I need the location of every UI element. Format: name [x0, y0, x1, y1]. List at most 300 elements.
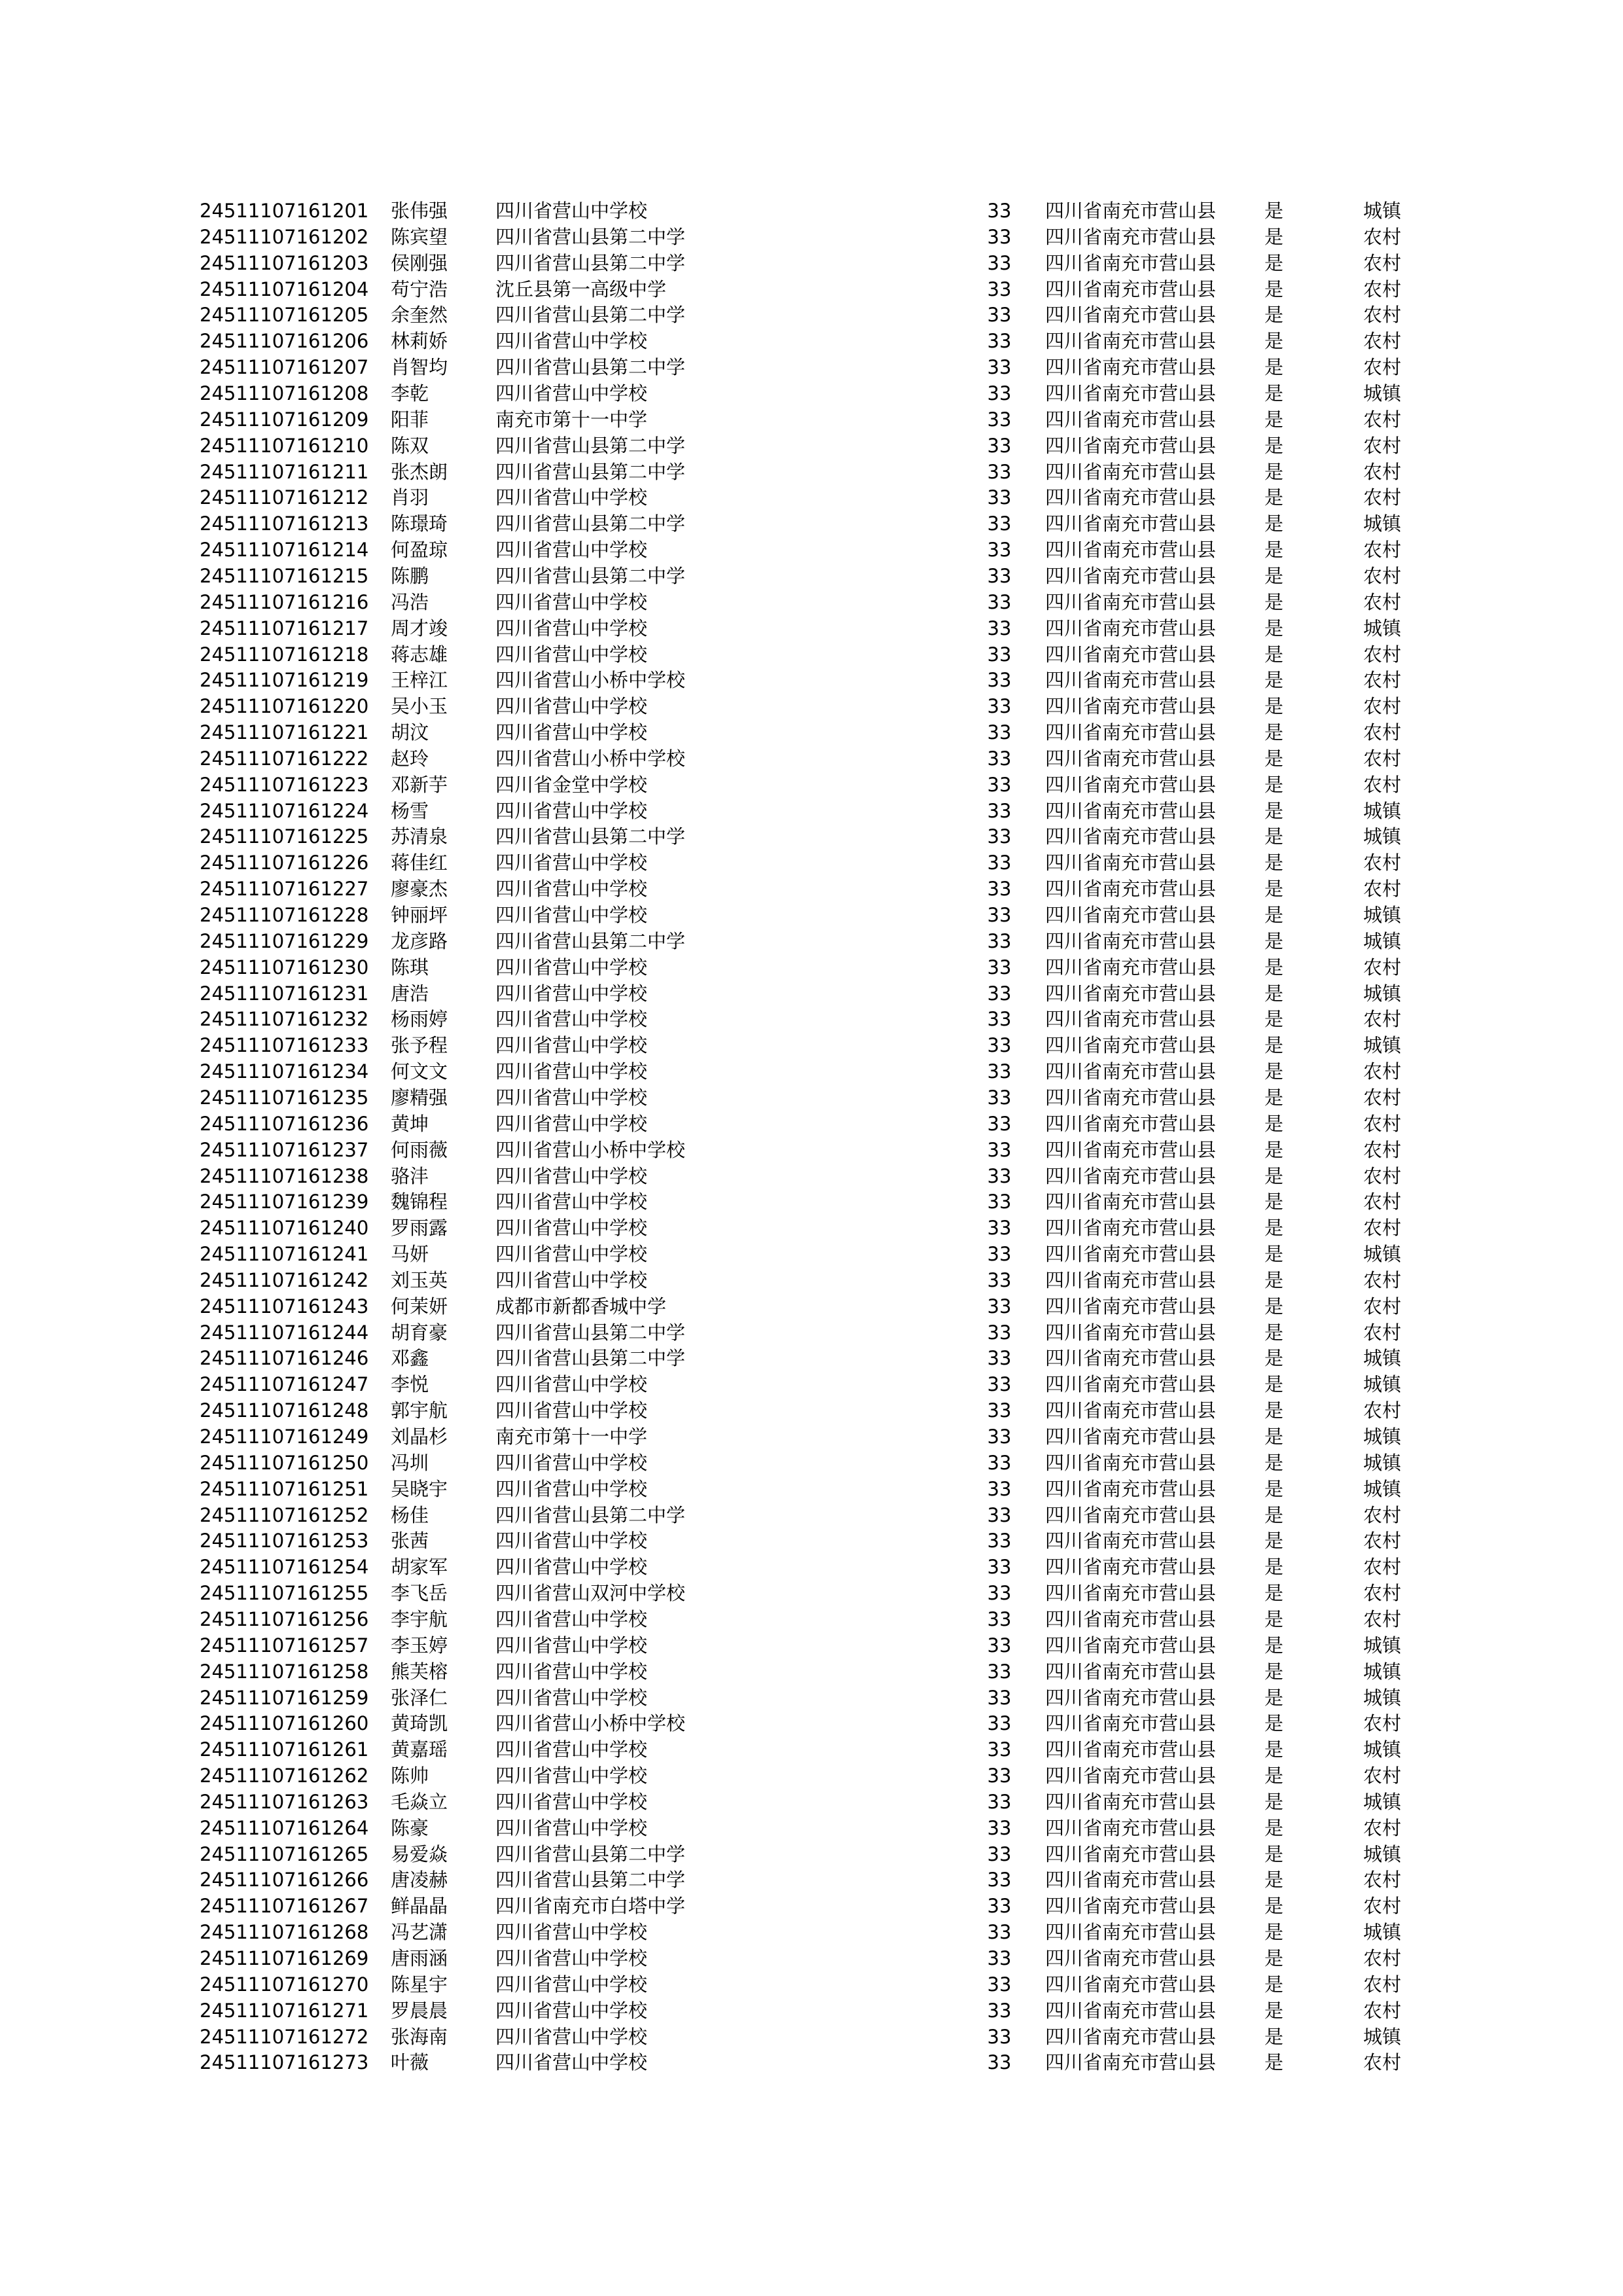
score-value: 33 — [987, 904, 1012, 926]
eligibility-flag: 是 — [1264, 1347, 1284, 1370]
score-value: 33 — [987, 2025, 1012, 2048]
eligibility-flag: 是 — [1264, 278, 1284, 300]
school-name: 四川省营山中学校 — [495, 1738, 648, 1761]
residence-place: 四川省南充市营山县 — [1045, 825, 1217, 848]
household-type: 农村 — [1363, 434, 1402, 457]
score-value: 33 — [987, 1556, 1012, 1579]
school-name: 四川省营山小桥中学校 — [495, 747, 686, 770]
eligibility-flag: 是 — [1264, 1842, 1284, 1865]
school-name: 四川省营山中学校 — [495, 1686, 648, 1709]
eligibility-flag: 是 — [1264, 1738, 1284, 1761]
student-name: 李乾 — [391, 382, 429, 404]
score-value: 33 — [987, 200, 1012, 222]
eligibility-flag: 是 — [1264, 904, 1284, 926]
school-name: 四川省营山县第二中学 — [495, 434, 686, 457]
residence-place: 四川省南充市营山县 — [1045, 1790, 1217, 1813]
score-value: 33 — [987, 1399, 1012, 1422]
table-row — [0, 1867, 1623, 1893]
household-type: 农村 — [1363, 721, 1402, 744]
score-value: 33 — [987, 1738, 1012, 1761]
score-value: 33 — [987, 1947, 1012, 1969]
residence-place: 四川省南充市营山县 — [1045, 1112, 1217, 1135]
school-name: 四川省营山中学校 — [495, 1999, 648, 2022]
eligibility-flag: 是 — [1264, 1399, 1284, 1422]
residence-place: 四川省南充市营山县 — [1045, 1556, 1217, 1579]
student-name: 罗雨露 — [391, 1217, 448, 1240]
table-row — [0, 563, 1623, 589]
student-id: 24511107161219 — [200, 669, 369, 692]
residence-place: 四川省南充市营山县 — [1045, 2025, 1217, 2048]
student-id: 24511107161251 — [200, 1477, 369, 1500]
score-value: 33 — [987, 799, 1012, 822]
table-row — [0, 1998, 1623, 2024]
school-name: 四川省营山中学校 — [495, 852, 648, 874]
score-value: 33 — [987, 1582, 1012, 1605]
student-id: 24511107161255 — [200, 1582, 369, 1605]
student-id: 24511107161250 — [200, 1451, 369, 1474]
score-value: 33 — [987, 852, 1012, 874]
household-type: 城镇 — [1363, 1686, 1402, 1709]
table-row — [0, 1163, 1623, 1189]
residence-place: 四川省南充市营山县 — [1045, 721, 1217, 744]
school-name: 四川省金堂中学校 — [495, 773, 648, 796]
table-row — [0, 1710, 1623, 1736]
score-value: 33 — [987, 1842, 1012, 1865]
eligibility-flag: 是 — [1264, 408, 1284, 431]
residence-place: 四川省南充市营山县 — [1045, 1947, 1217, 1969]
eligibility-flag: 是 — [1264, 1686, 1284, 1709]
table-row — [0, 589, 1623, 615]
score-value: 33 — [987, 512, 1012, 535]
student-id: 24511107161224 — [200, 799, 369, 822]
school-name: 四川省营山双河中学校 — [495, 1582, 686, 1605]
eligibility-flag: 是 — [1264, 1634, 1284, 1657]
score-value: 33 — [987, 721, 1012, 744]
household-type: 农村 — [1363, 695, 1402, 718]
score-value: 33 — [987, 643, 1012, 666]
residence-place: 四川省南充市营山县 — [1045, 1921, 1217, 1944]
residence-place: 四川省南充市营山县 — [1045, 225, 1217, 248]
student-name: 苟宁浩 — [391, 278, 448, 300]
eligibility-flag: 是 — [1264, 1425, 1284, 1448]
student-name: 何文文 — [391, 1060, 448, 1083]
school-name: 四川省营山县第二中学 — [495, 1842, 686, 1865]
score-value: 33 — [987, 1425, 1012, 1448]
household-type: 农村 — [1363, 460, 1402, 483]
school-name: 四川省营山中学校 — [495, 1112, 648, 1135]
student-id: 24511107161206 — [200, 330, 369, 353]
eligibility-flag: 是 — [1264, 1321, 1284, 1344]
score-value: 33 — [987, 1243, 1012, 1265]
eligibility-flag: 是 — [1264, 1582, 1284, 1605]
student-name: 李飞岳 — [391, 1582, 448, 1605]
residence-place: 四川省南充市营山县 — [1045, 1765, 1217, 1787]
eligibility-flag: 是 — [1264, 1921, 1284, 1944]
school-name: 四川省营山县第二中学 — [495, 251, 686, 274]
household-type: 农村 — [1363, 1086, 1402, 1109]
student-name: 陈星宇 — [391, 1973, 448, 1996]
school-name: 四川省营山中学校 — [495, 539, 648, 562]
table-row — [0, 1215, 1623, 1241]
eligibility-flag: 是 — [1264, 382, 1284, 404]
eligibility-flag: 是 — [1264, 669, 1284, 692]
score-value: 33 — [987, 1034, 1012, 1057]
school-name: 四川省营山中学校 — [495, 1008, 648, 1031]
score-value: 33 — [987, 1373, 1012, 1396]
table-row — [0, 1293, 1623, 1319]
table-row — [0, 406, 1623, 433]
eligibility-flag: 是 — [1264, 1503, 1284, 1526]
table-row — [0, 1319, 1623, 1346]
eligibility-flag: 是 — [1264, 1477, 1284, 1500]
table-row — [0, 276, 1623, 302]
score-value: 33 — [987, 825, 1012, 848]
table-row — [0, 250, 1623, 276]
school-name: 四川省营山县第二中学 — [495, 356, 686, 379]
student-name: 邓鑫 — [391, 1347, 429, 1370]
table-row — [0, 980, 1623, 1007]
student-id: 24511107161267 — [200, 1895, 369, 1918]
student-id: 24511107161215 — [200, 564, 369, 587]
score-value: 33 — [987, 1607, 1012, 1630]
score-value: 33 — [987, 1530, 1012, 1552]
household-type: 农村 — [1363, 304, 1402, 327]
residence-place: 四川省南充市营山县 — [1045, 539, 1217, 562]
residence-place: 四川省南充市营山县 — [1045, 1582, 1217, 1605]
student-name: 陈璟琦 — [391, 512, 448, 535]
eligibility-flag: 是 — [1264, 878, 1284, 901]
student-name: 蒋佳红 — [391, 852, 448, 874]
residence-place: 四川省南充市营山县 — [1045, 773, 1217, 796]
table-row — [0, 1736, 1623, 1763]
school-name: 四川省营山中学校 — [495, 1086, 648, 1109]
student-id: 24511107161260 — [200, 1712, 369, 1735]
residence-place: 四川省南充市营山县 — [1045, 304, 1217, 327]
household-type: 农村 — [1363, 1217, 1402, 1240]
student-id: 24511107161246 — [200, 1347, 369, 1370]
student-name: 唐雨涵 — [391, 1947, 448, 1969]
student-name: 骆沣 — [391, 1164, 429, 1187]
residence-place: 四川省南充市营山县 — [1045, 1712, 1217, 1735]
student-name: 陈琪 — [391, 956, 429, 978]
table-row — [0, 198, 1623, 224]
household-type: 城镇 — [1363, 1477, 1402, 1500]
residence-place: 四川省南充市营山县 — [1045, 1530, 1217, 1552]
residence-place: 四川省南充市营山县 — [1045, 643, 1217, 666]
household-type: 农村 — [1363, 1895, 1402, 1918]
score-value: 33 — [987, 695, 1012, 718]
eligibility-flag: 是 — [1264, 1164, 1284, 1187]
residence-place: 四川省南充市营山县 — [1045, 408, 1217, 431]
score-value: 33 — [987, 590, 1012, 613]
student-name: 冯浩 — [391, 590, 429, 613]
eligibility-flag: 是 — [1264, 1556, 1284, 1579]
table-row — [0, 1685, 1623, 1711]
school-name: 四川省营山中学校 — [495, 486, 648, 509]
household-type: 农村 — [1363, 1295, 1402, 1318]
student-id: 24511107161220 — [200, 695, 369, 718]
table-row — [0, 1632, 1623, 1659]
student-id: 24511107161268 — [200, 1921, 369, 1944]
household-type: 农村 — [1363, 1556, 1402, 1579]
household-type: 农村 — [1363, 1399, 1402, 1422]
table-row — [0, 1502, 1623, 1528]
school-name: 四川省营山中学校 — [495, 1947, 648, 1969]
household-type: 城镇 — [1363, 382, 1402, 404]
school-name: 南充市第十一中学 — [495, 408, 648, 431]
table-row — [0, 1111, 1623, 1137]
eligibility-flag: 是 — [1264, 721, 1284, 744]
student-name: 刘晶杉 — [391, 1425, 448, 1448]
school-name: 四川省营山中学校 — [495, 956, 648, 978]
school-name: 四川省营山中学校 — [495, 1164, 648, 1187]
table-row — [0, 224, 1623, 250]
residence-place: 四川省南充市营山县 — [1045, 1321, 1217, 1344]
school-name: 四川省营山中学校 — [495, 590, 648, 613]
residence-place: 四川省南充市营山县 — [1045, 747, 1217, 770]
household-type: 农村 — [1363, 1008, 1402, 1031]
eligibility-flag: 是 — [1264, 1973, 1284, 1996]
student-name: 吴晓宇 — [391, 1477, 448, 1500]
student-name: 张杰朗 — [391, 460, 448, 483]
eligibility-flag: 是 — [1264, 1765, 1284, 1787]
school-name: 四川省营山中学校 — [495, 1790, 648, 1813]
student-name: 鲜晶晶 — [391, 1895, 448, 1918]
student-id: 24511107161247 — [200, 1373, 369, 1396]
student-name: 胡家军 — [391, 1556, 448, 1579]
student-name: 李宇航 — [391, 1607, 448, 1630]
student-id: 24511107161203 — [200, 251, 369, 274]
student-name: 钟丽坪 — [391, 904, 448, 926]
score-value: 33 — [987, 408, 1012, 431]
residence-place: 四川省南充市营山县 — [1045, 1607, 1217, 1630]
table-row — [0, 1606, 1623, 1632]
student-name: 冯圳 — [391, 1451, 429, 1474]
student-id: 24511107161210 — [200, 434, 369, 457]
score-value: 33 — [987, 982, 1012, 1005]
score-value: 33 — [987, 1686, 1012, 1709]
residence-place: 四川省南充市营山县 — [1045, 1816, 1217, 1839]
student-id: 24511107161226 — [200, 852, 369, 874]
household-type: 城镇 — [1363, 1451, 1402, 1474]
score-value: 33 — [987, 669, 1012, 692]
residence-place: 四川省南充市营山县 — [1045, 1295, 1217, 1318]
eligibility-flag: 是 — [1264, 330, 1284, 353]
household-type: 农村 — [1363, 539, 1402, 562]
eligibility-flag: 是 — [1264, 1138, 1284, 1161]
table-row — [0, 1554, 1623, 1580]
residence-place: 四川省南充市营山县 — [1045, 1243, 1217, 1265]
household-type: 城镇 — [1363, 1921, 1402, 1944]
school-name: 四川省营山县第二中学 — [495, 460, 686, 483]
student-id: 24511107161253 — [200, 1530, 369, 1552]
score-value: 33 — [987, 1816, 1012, 1839]
student-id: 24511107161204 — [200, 278, 369, 300]
eligibility-flag: 是 — [1264, 1869, 1284, 1892]
table-row — [0, 2049, 1623, 2075]
residence-place: 四川省南充市营山县 — [1045, 590, 1217, 613]
student-id: 24511107161230 — [200, 956, 369, 978]
school-name: 四川省营山中学校 — [495, 721, 648, 744]
score-value: 33 — [987, 1477, 1012, 1500]
table-row — [0, 798, 1623, 824]
household-type: 农村 — [1363, 1607, 1402, 1630]
eligibility-flag: 是 — [1264, 1060, 1284, 1083]
student-id: 24511107161248 — [200, 1399, 369, 1422]
table-row — [0, 511, 1623, 537]
residence-place: 四川省南充市营山县 — [1045, 1451, 1217, 1474]
school-name: 四川省营山中学校 — [495, 2051, 648, 2074]
eligibility-flag: 是 — [1264, 539, 1284, 562]
household-type: 城镇 — [1363, 1243, 1402, 1265]
student-id: 24511107161239 — [200, 1191, 369, 1213]
household-type: 城镇 — [1363, 1634, 1402, 1657]
student-name: 唐浩 — [391, 982, 429, 1005]
table-row — [0, 823, 1623, 850]
school-name: 四川省营山中学校 — [495, 1921, 648, 1944]
household-type: 农村 — [1363, 564, 1402, 587]
school-name: 四川省营山中学校 — [495, 904, 648, 926]
table-row — [0, 484, 1623, 511]
score-value: 33 — [987, 486, 1012, 509]
residence-place: 四川省南充市营山县 — [1045, 1373, 1217, 1396]
household-type: 农村 — [1363, 225, 1402, 248]
table-row — [0, 1763, 1623, 1789]
score-value: 33 — [987, 1112, 1012, 1135]
eligibility-flag: 是 — [1264, 2051, 1284, 2074]
school-name: 四川省营山中学校 — [495, 695, 648, 718]
student-id: 24511107161241 — [200, 1243, 369, 1265]
table-row — [0, 1345, 1623, 1371]
eligibility-flag: 是 — [1264, 1034, 1284, 1057]
table-row — [0, 902, 1623, 928]
eligibility-flag: 是 — [1264, 1008, 1284, 1031]
table-row — [0, 1841, 1623, 1867]
score-value: 33 — [987, 1268, 1012, 1291]
household-type: 城镇 — [1363, 1034, 1402, 1057]
table-row — [0, 667, 1623, 693]
eligibility-flag: 是 — [1264, 982, 1284, 1005]
household-type: 农村 — [1363, 2051, 1402, 2074]
household-type: 城镇 — [1363, 929, 1402, 952]
table-row — [0, 719, 1623, 745]
student-id: 24511107161234 — [200, 1060, 369, 1083]
table-row — [0, 328, 1623, 354]
residence-place: 四川省南充市营山县 — [1045, 1138, 1217, 1161]
student-name: 何茉妍 — [391, 1295, 448, 1318]
household-type: 城镇 — [1363, 512, 1402, 535]
score-value: 33 — [987, 1973, 1012, 1996]
eligibility-flag: 是 — [1264, 1243, 1284, 1265]
eligibility-flag: 是 — [1264, 1112, 1284, 1135]
student-name: 肖智均 — [391, 356, 448, 379]
eligibility-flag: 是 — [1264, 1607, 1284, 1630]
eligibility-flag: 是 — [1264, 1217, 1284, 1240]
score-value: 33 — [987, 225, 1012, 248]
table-row — [0, 850, 1623, 876]
student-name: 毛焱立 — [391, 1790, 448, 1813]
student-name: 罗晨晨 — [391, 1999, 448, 2022]
table-row — [0, 1424, 1623, 1450]
table-row — [0, 459, 1623, 485]
student-name: 龙彦路 — [391, 929, 448, 952]
household-type: 农村 — [1363, 773, 1402, 796]
score-value: 33 — [987, 1765, 1012, 1787]
school-name: 南充市第十一中学 — [495, 1425, 648, 1448]
household-type: 城镇 — [1363, 617, 1402, 639]
eligibility-flag: 是 — [1264, 1660, 1284, 1683]
score-value: 33 — [987, 1921, 1012, 1944]
student-name: 侯刚强 — [391, 251, 448, 274]
residence-place: 四川省南充市营山县 — [1045, 1477, 1217, 1500]
residence-place: 四川省南充市营山县 — [1045, 486, 1217, 509]
student-id: 24511107161273 — [200, 2051, 369, 2074]
score-value: 33 — [987, 1138, 1012, 1161]
household-type: 农村 — [1363, 590, 1402, 613]
table-row — [0, 1528, 1623, 1554]
residence-place: 四川省南充市营山县 — [1045, 1503, 1217, 1526]
table-row — [0, 1815, 1623, 1841]
household-type: 城镇 — [1363, 825, 1402, 848]
residence-place: 四川省南充市营山县 — [1045, 1660, 1217, 1683]
student-id: 24511107161237 — [200, 1138, 369, 1161]
eligibility-flag: 是 — [1264, 564, 1284, 587]
student-name: 肖羽 — [391, 486, 429, 509]
score-value: 33 — [987, 330, 1012, 353]
residence-place: 四川省南充市营山县 — [1045, 1217, 1217, 1240]
school-name: 四川省营山中学校 — [495, 1451, 648, 1474]
score-value: 33 — [987, 617, 1012, 639]
student-name: 陈鹏 — [391, 564, 429, 587]
score-value: 33 — [987, 1321, 1012, 1344]
student-id: 24511107161256 — [200, 1607, 369, 1630]
school-name: 四川省营山中学校 — [495, 1660, 648, 1683]
household-type: 农村 — [1363, 852, 1402, 874]
student-name: 刘玉英 — [391, 1268, 448, 1291]
household-type: 农村 — [1363, 1112, 1402, 1135]
school-name: 四川省南充市白塔中学 — [495, 1895, 686, 1918]
score-value: 33 — [987, 1451, 1012, 1474]
household-type: 城镇 — [1363, 1842, 1402, 1865]
student-id: 24511107161263 — [200, 1790, 369, 1813]
student-id: 24511107161217 — [200, 617, 369, 639]
student-name: 唐凌赫 — [391, 1869, 448, 1892]
student-id: 24511107161212 — [200, 486, 369, 509]
table-row — [0, 2024, 1623, 2050]
student-id: 24511107161231 — [200, 982, 369, 1005]
school-name: 四川省营山县第二中学 — [495, 304, 686, 327]
school-name: 四川省营山县第二中学 — [495, 1503, 686, 1526]
eligibility-flag: 是 — [1264, 1191, 1284, 1213]
household-type: 农村 — [1363, 251, 1402, 274]
eligibility-flag: 是 — [1264, 852, 1284, 874]
residence-place: 四川省南充市营山县 — [1045, 564, 1217, 587]
eligibility-flag: 是 — [1264, 304, 1284, 327]
eligibility-flag: 是 — [1264, 1947, 1284, 1969]
eligibility-flag: 是 — [1264, 251, 1284, 274]
school-name: 四川省营山小桥中学校 — [495, 1138, 686, 1161]
household-type: 城镇 — [1363, 1347, 1402, 1370]
residence-place: 四川省南充市营山县 — [1045, 1686, 1217, 1709]
student-id: 24511107161218 — [200, 643, 369, 666]
household-type: 城镇 — [1363, 1660, 1402, 1683]
score-value: 33 — [987, 1999, 1012, 2022]
residence-place: 四川省南充市营山县 — [1045, 1268, 1217, 1291]
residence-place: 四川省南充市营山县 — [1045, 1973, 1217, 1996]
table-row — [0, 1945, 1623, 1971]
eligibility-flag: 是 — [1264, 643, 1284, 666]
score-value: 33 — [987, 356, 1012, 379]
